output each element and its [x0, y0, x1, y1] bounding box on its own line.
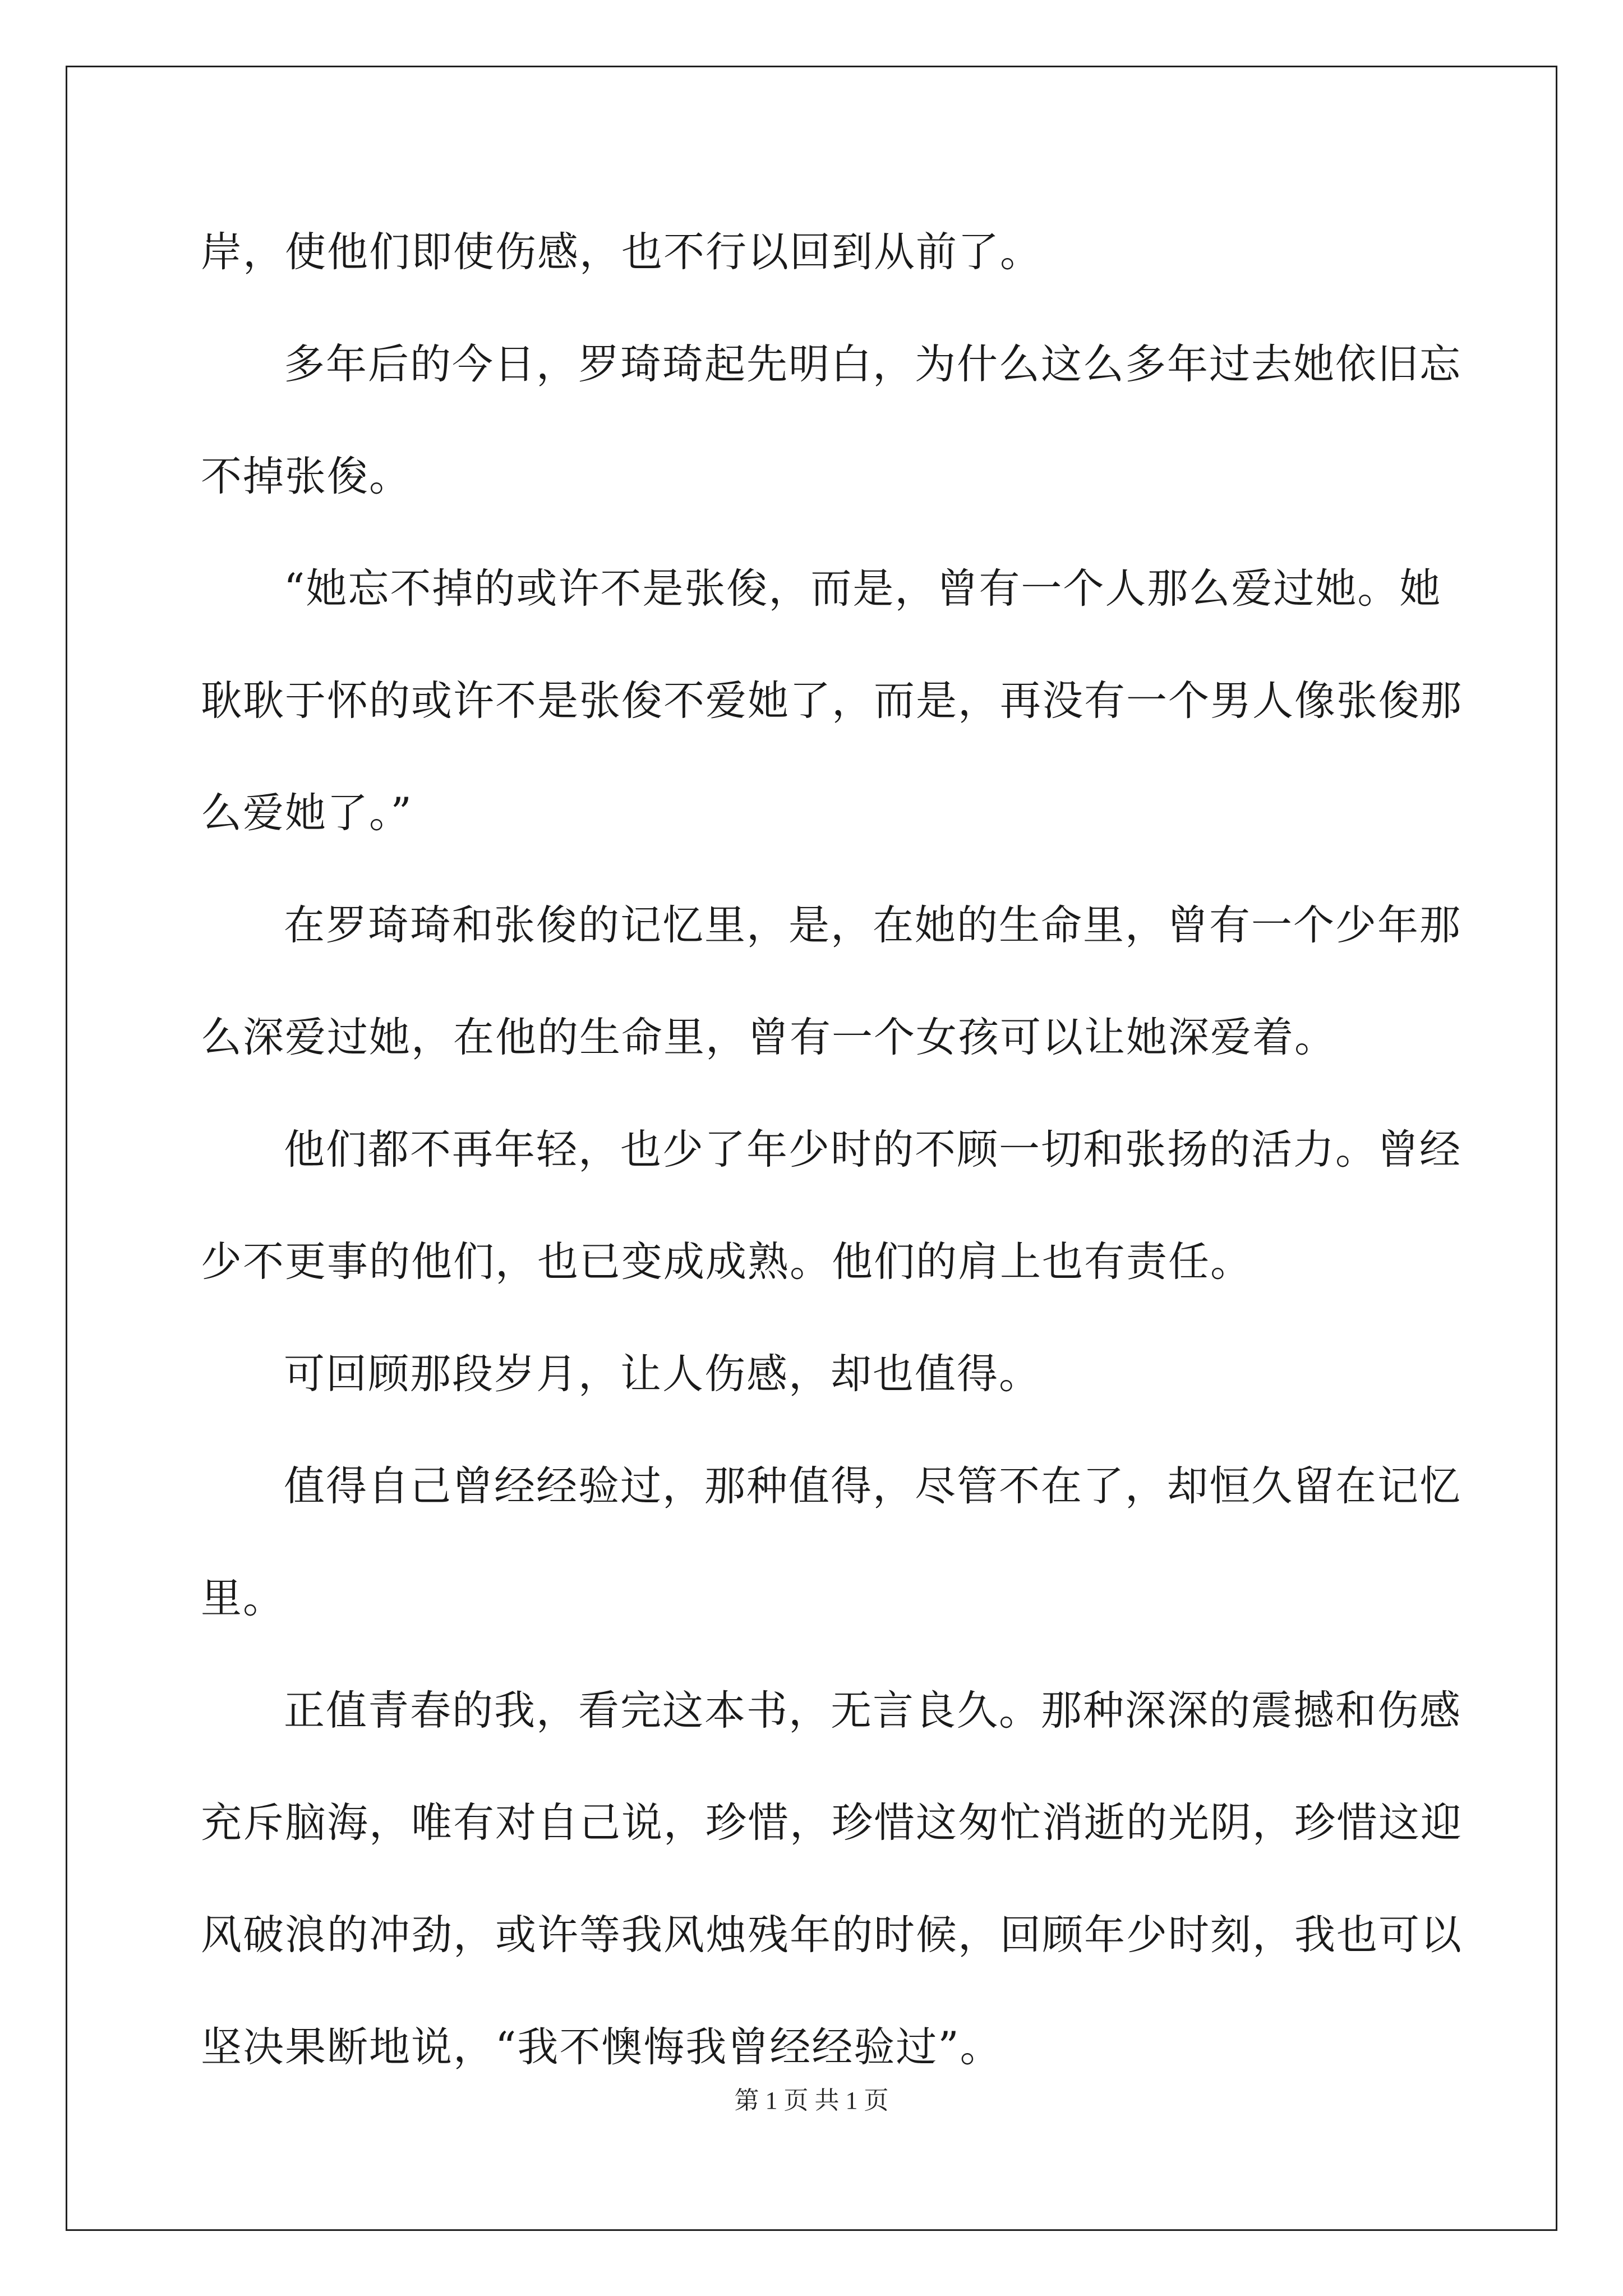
text-line: 少不更事的他们，也已变成成熟。他们的肩上也有责任。: [201, 1238, 1252, 1286]
text-line: 正值青春的我，看完这本书，无言良久。那种深深的震撼和伤感: [284, 1687, 1461, 1734]
text-line: 多年后的今日，罗琦琦起先明白，为什么这么多年过去她依旧忘: [284, 341, 1461, 388]
text-line: 值得自己曾经经验过，那种值得，尽管不在了，却恒久留在记忆: [284, 1462, 1461, 1510]
text-line: 不掉张俊。: [201, 453, 411, 500]
text-line: 坚决果断地说，“我不懊悔我曾经经验过”。: [201, 2023, 1002, 2071]
text-line: 充斥脑海，唯有对自己说，珍惜，珍惜这匆忙消逝的光阴，珍惜这迎: [201, 1799, 1463, 1847]
text-line: 他们都不再年轻，也少了年少时的不顾一切和张扬的活力。曾经: [284, 1126, 1461, 1174]
text-line: “她忘不掉的或许不是张俊，而是，曾有一个人那么爱过她。她: [284, 565, 1442, 613]
page-number: 第 1 页 共 1 页: [734, 2087, 889, 2114]
text-line: 在罗琦琦和张俊的记忆里，是，在她的生命里，曾有一个少年那: [284, 901, 1461, 949]
text-line: 岸，使他们即使伤感，也不行以回到从前了。: [201, 228, 1042, 276]
text-line: 风破浪的冲劲，或许等我风烛残年的时候，回顾年少时刻，我也可以: [201, 1911, 1463, 1959]
text-line: 可回顾那段岁月，让人伤感，却也值得。: [284, 1350, 1041, 1398]
text-line: 么爱她了。”: [201, 789, 413, 837]
document-body: [201, 196, 1463, 2104]
text-line: 里。: [201, 1575, 285, 1622]
page-footer: [0, 2084, 1623, 2118]
text-line: 耿耿于怀的或许不是张俊不爱她了，而是，再没有一个男人像张俊那: [201, 677, 1463, 725]
text-line: 么深爱过她，在他的生命里，曾有一个女孩可以让她深爱着。: [201, 1014, 1336, 1061]
